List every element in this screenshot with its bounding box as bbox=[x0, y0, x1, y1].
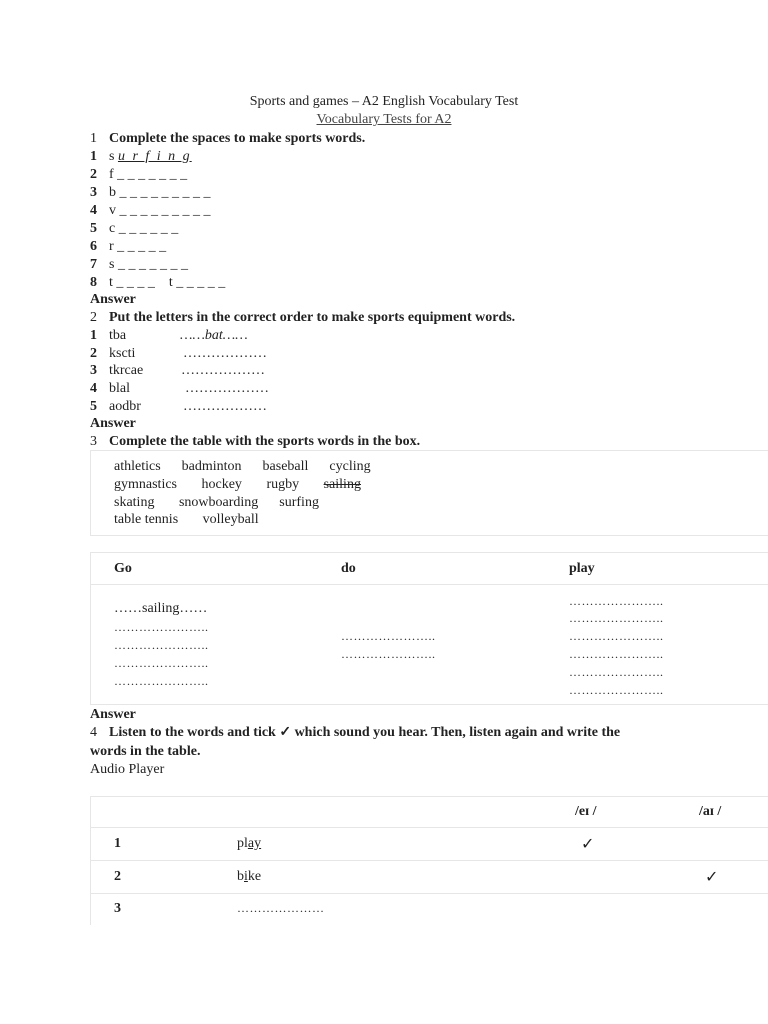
q2-answer-link[interactable]: Answer bbox=[90, 416, 136, 431]
sound-table-header bbox=[91, 797, 768, 828]
table-row bbox=[91, 894, 768, 925]
word-box-word: volleyball bbox=[202, 512, 259, 527]
q1-item-prefix: s bbox=[109, 149, 115, 164]
q2-item-number: 1 bbox=[90, 328, 97, 343]
header-go: Go bbox=[114, 561, 132, 576]
word-box bbox=[90, 450, 768, 536]
q2-item bbox=[90, 362, 265, 380]
q1-item bbox=[90, 184, 211, 202]
go-cell: ………………….. bbox=[114, 674, 209, 688]
q2-item-scrambled: aodbr bbox=[109, 399, 141, 414]
go-cell: ……sailing…… bbox=[114, 601, 208, 616]
q2-item-answer: ……………… bbox=[181, 363, 265, 378]
tick-mark: ✓ bbox=[581, 834, 595, 853]
word-box-word: rugby bbox=[266, 477, 300, 492]
q1-item bbox=[90, 202, 211, 220]
word-box-word: gymnastics bbox=[114, 477, 177, 492]
word-box-row bbox=[114, 512, 259, 528]
q2-item-answer: ……bat…… bbox=[180, 328, 248, 343]
q2-item-scrambled: blal bbox=[109, 381, 130, 396]
q2-item-answer: ……………… bbox=[183, 399, 267, 414]
word-box-word: cycling bbox=[329, 459, 371, 474]
q1-item-blanks: _ _ _ _ _ _ bbox=[118, 221, 179, 236]
play-cell: ………………….. bbox=[569, 647, 664, 661]
q3-heading bbox=[90, 433, 420, 451]
q2-item-scrambled: tkrcae bbox=[109, 363, 144, 378]
word-box-word: badminton bbox=[181, 459, 242, 474]
q1-answer-link[interactable]: Answer bbox=[90, 292, 136, 307]
q2-item-number: 3 bbox=[90, 363, 97, 378]
q2-item-answer: ……………… bbox=[183, 346, 267, 361]
q1-item-blanks: _ _ _ _ _ _ _ _ _ bbox=[119, 203, 211, 218]
q1-instruction: Complete the spaces to make sports words. bbox=[109, 131, 366, 146]
q3-number: 3 bbox=[90, 434, 97, 449]
q1-item bbox=[90, 166, 187, 184]
row-word: ………………… bbox=[237, 901, 325, 915]
q1-item bbox=[90, 220, 178, 238]
header-ai-sound: /aɪ / bbox=[699, 804, 722, 819]
q4-number: 4 bbox=[90, 725, 97, 740]
q1-item-answer: u r f i n g bbox=[117, 149, 192, 164]
q2-number: 2 bbox=[90, 310, 97, 325]
q4-instruction-line1: Listen to the words and tick ✓ which sound you hear. Then, listen again and write the bbox=[109, 725, 621, 740]
row-word: play bbox=[237, 836, 262, 851]
word-box-word: surfing bbox=[279, 495, 319, 510]
q2-item-number: 5 bbox=[90, 399, 97, 414]
q1-item-prefix: r bbox=[109, 239, 114, 254]
q1-number: 1 bbox=[90, 131, 97, 146]
vocabulary-tests-link[interactable]: Vocabulary Tests for A2 bbox=[316, 112, 452, 127]
go-cell: ………………….. bbox=[114, 620, 209, 634]
q1-item bbox=[90, 238, 166, 256]
q3-answer-link[interactable]: Answer bbox=[90, 707, 136, 722]
q2-heading bbox=[90, 309, 515, 327]
q1-item-prefix: s bbox=[109, 257, 115, 272]
go-cell: ………………….. bbox=[114, 638, 209, 652]
q1-item-number: 8 bbox=[90, 275, 97, 290]
q2-item-scrambled: kscti bbox=[109, 346, 136, 361]
q1-item-prefix: b bbox=[109, 185, 116, 200]
q1-item-blanks: _ _ _ _ _ _ _ bbox=[117, 257, 188, 272]
play-cell: ………………….. bbox=[569, 665, 664, 679]
word-box-word: snowboarding bbox=[178, 495, 259, 510]
play-cell: ………………….. bbox=[569, 629, 664, 643]
q1-item-number: 4 bbox=[90, 203, 97, 218]
q2-item-number: 4 bbox=[90, 381, 97, 396]
word-box-word: athletics bbox=[114, 459, 161, 474]
row-number: 1 bbox=[114, 836, 121, 851]
header-do: do bbox=[341, 561, 356, 576]
table-row bbox=[91, 828, 768, 861]
word-box-row bbox=[114, 495, 319, 511]
header-ei-sound: /eɪ / bbox=[575, 804, 597, 819]
play-cell: ………………….. bbox=[569, 594, 664, 608]
do-cell: ………………….. bbox=[341, 629, 436, 643]
q2-item bbox=[90, 380, 269, 398]
word-box-word: hockey bbox=[201, 477, 242, 492]
word-box-row bbox=[114, 477, 361, 493]
tick-mark: ✓ bbox=[705, 867, 719, 886]
audio-player[interactable]: Audio Player bbox=[90, 762, 165, 777]
q4-heading bbox=[90, 724, 620, 742]
play-cell: ………………….. bbox=[569, 683, 664, 697]
page-title: Sports and games – A2 English Vocabulary Test bbox=[249, 94, 519, 109]
q2-item bbox=[90, 345, 267, 363]
q1-item-number: 3 bbox=[90, 185, 97, 200]
do-cell: ………………….. bbox=[341, 647, 436, 661]
q2-item-answer: ……………… bbox=[185, 381, 269, 396]
q1-heading bbox=[90, 130, 365, 148]
go-cell: ………………….. bbox=[114, 656, 209, 670]
q1-item bbox=[90, 256, 188, 274]
q1-item-prefix: v bbox=[109, 203, 116, 218]
row-word: bike bbox=[237, 869, 262, 884]
q1-item-blanks: _ _ _ _ _ _ _ bbox=[117, 167, 188, 182]
q1-item bbox=[90, 148, 192, 166]
q1-item-prefix: t bbox=[109, 275, 113, 290]
q1-item-prefix: f bbox=[109, 167, 114, 182]
q1-item-number: 1 bbox=[90, 149, 97, 164]
q1-item-blanks: _ _ _ _ _ bbox=[117, 239, 167, 254]
word-box-word: table tennis bbox=[114, 512, 179, 527]
word-box-word: skating bbox=[114, 495, 155, 510]
q2-item-scrambled: tba bbox=[109, 328, 127, 343]
q1-item-number: 5 bbox=[90, 221, 97, 236]
word-box-row bbox=[114, 459, 371, 475]
play-cell: ………………….. bbox=[569, 611, 664, 625]
word-box-word: baseball bbox=[262, 459, 309, 474]
q2-item bbox=[90, 398, 267, 416]
q2-instruction: Put the letters in the correct order to make sports equipment words. bbox=[109, 310, 516, 325]
q1-item-number: 7 bbox=[90, 257, 97, 272]
row-number: 2 bbox=[114, 869, 121, 884]
subtitle-link-wrap bbox=[0, 112, 768, 128]
q3-instruction: Complete the table with the sports words in the box. bbox=[109, 434, 421, 449]
row-number: 3 bbox=[114, 901, 121, 916]
sound-table bbox=[90, 796, 768, 925]
q1-item-number: 2 bbox=[90, 167, 97, 182]
header-play: play bbox=[569, 561, 595, 576]
q2-item bbox=[90, 327, 248, 345]
q1-item-blanks: _ _ _ _ t _ _ _ _ _ bbox=[116, 275, 226, 290]
sports-table-header bbox=[91, 553, 768, 585]
word-box-word-struck: sailing bbox=[323, 477, 361, 492]
q1-item-prefix: c bbox=[109, 221, 116, 236]
q1-item-blanks: _ _ _ _ _ _ _ _ _ bbox=[119, 185, 211, 200]
q1-item bbox=[90, 274, 225, 292]
q1-item-number: 6 bbox=[90, 239, 97, 254]
sports-table bbox=[90, 552, 768, 705]
q2-item-number: 2 bbox=[90, 346, 97, 361]
table-row bbox=[91, 861, 768, 894]
q4-instruction-line2: words in the table. bbox=[90, 744, 201, 759]
